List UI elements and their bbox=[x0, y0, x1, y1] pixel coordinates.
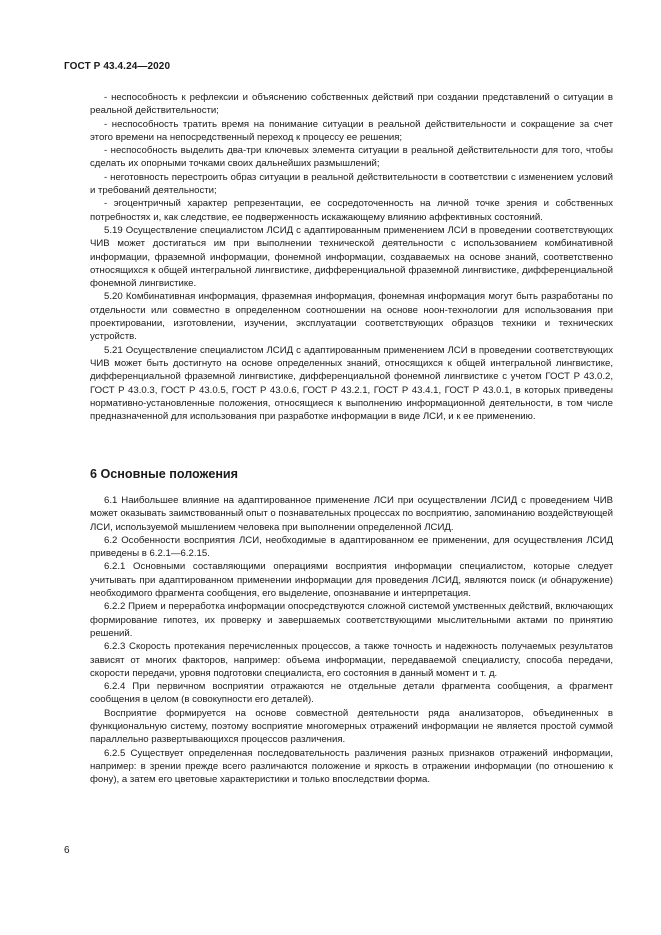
paragraph-6-2-3: 6.2.3 Скорость протекания перечисленных процессов, а также точность и надежность получаемых результатов зависят от многих факторов, например: объема информации, передаваемой специалисту, способа передачи, скорости передачи, уровня подготовки специалиста, его состояния в данный момент и т. д. bbox=[90, 641, 613, 679]
paragraph-perception: Восприятие формируется на основе совместной деятельности ряда анализаторов, объединенных в функциональную систему, поэтому восприятие многомерных отражений информации не является простой суммой параллельно развертывающихся процессов различения. bbox=[90, 707, 613, 746]
body-block-2 bbox=[90, 494, 613, 787]
paragraph-6-2-1: 6.2.1 Основными составляющими операциями восприятия информации специалистом, которые следует учитывать при адаптированном применении информации для проведения ЛСИД, являются поиск (и обнаружение) необходимого фрагмента сообщения, его выделение, опознавание и интерпретация. bbox=[90, 561, 613, 600]
document-header: ГОСТ Р 43.4.24—2020 bbox=[64, 61, 171, 72]
paragraph-5-20: 5.20 Комбинативная информация, фраземная информация, фонемная информация могут быть разработаны по отдельности или совместно в определенном соотношении на основе ноон-технологии для использования при проектировании, изготовлении, изучении, эксплуатации соответствующих образцов техники и технических устройств. bbox=[90, 291, 613, 343]
paragraph-6-2-5: 6.2.5 Существует определенная последовательность различения разных признаков отражений информации, например: в зрении прежде всего различаются положение и яркость в отражении информации (по отношению к фону), а затем его цветовые характеристики и только впоследствии форма. bbox=[90, 747, 613, 786]
paragraph-6-2-2: 6.2.2 Прием и переработка информации опосредствуются сложной системой умственных действий, включающих формирование гипотез, их проверку и завершаемых соответствующими мыслительными актами по принятию решений. bbox=[90, 601, 613, 639]
section-title: 6 Основные положения bbox=[90, 467, 239, 481]
paragraph-6-2: 6.2 Особенности восприятия ЛСИ, необходимые в адаптированном ее применении, для осуществления ЛСИД приведены в 6.2.1—6.2.15. bbox=[90, 534, 613, 560]
paragraph-6-1: 6.1 Наибольшее влияние на адаптированное применение ЛСИ при осуществлении ЛСИД с проведением ЧИВ может оказывать заимствованный опыт о познавательных процессах по восприятию, запоминанию воздействующей ЛСИ, используемой мышлением человека при выполнении определенной ЛСИД. bbox=[90, 495, 613, 533]
list-item: - неспособность к рефлексии и объяснению собственных действий при создании представлений о ситуации в реальной действительности; bbox=[90, 92, 613, 117]
list-item: - неготовность перестроить образ ситуации в реальной действительности в соответствии с изменением условий и требований деятельности; bbox=[90, 171, 613, 197]
page-number: 6 bbox=[64, 845, 70, 856]
paragraph-6-2-4: 6.2.4 При первичном восприятии отражаются не отдельные детали фрагмента сообщения, а фрагмент сообщения в целом (в совокупности его деталей). bbox=[90, 681, 613, 706]
paragraph-5-19: 5.19 Осуществление специалистом ЛСИД с адаптированным применением ЛСИ в проведении соответствующих ЧИВ может достигаться им при выполнении технической деятельности с использованием комбинативной информации, фраземной информации, фонемной информации, создаваемых на основе знаний, соответственно относящихся к общей интегральной лингвистике, дифференциальной фраземной лингвистике, дифференциальной фонемной лингвистике. bbox=[90, 224, 613, 290]
list-item: - эгоцентричный характер репрезентации, ее сосредоточенность на личной точке зрения и собственных потребностях и, как следствие, ее подверженность искажающему влиянию аффективных состояний. bbox=[90, 198, 613, 223]
list-item: - неспособность выделить два-три ключевых элемента ситуации в реальной действительности для того, чтобы сделать их опорными точками своих дальнейших размышлений; bbox=[90, 145, 613, 170]
body-block-1 bbox=[90, 91, 613, 423]
list-item: - неспособность тратить время на понимание ситуации в реальной действительности и сокращение за счет этого времени на непосредственный переход к процессу ее решения; bbox=[90, 118, 613, 143]
paragraph-5-21: 5.21 Осуществление специалистом ЛСИД с адаптированным применением ЛСИ в проведении соответствующих ЧИВ может быть достигнуто на основе определенных знаний, относящихся к общей интегральной лингвистике, дифференциальной фраземной лингвистике, дифференциальной фонемной лингвистике с учетом ГОСТ Р 43.0.2, ГОСТ Р 43.0.3, ГОСТ Р 43.0.5, ГОСТ Р 43.0.6, ГОСТ Р 43.2.1, ГОСТ Р 43.4.1, ГОСТ Р 43.0.1, в которых приведены нормативно-установленные положения, относящиеся к выполнению информационной деятельности, в том числе предназначенной для использования при разработке информации в виде ЛСИ, и к ее применению. bbox=[90, 344, 613, 423]
